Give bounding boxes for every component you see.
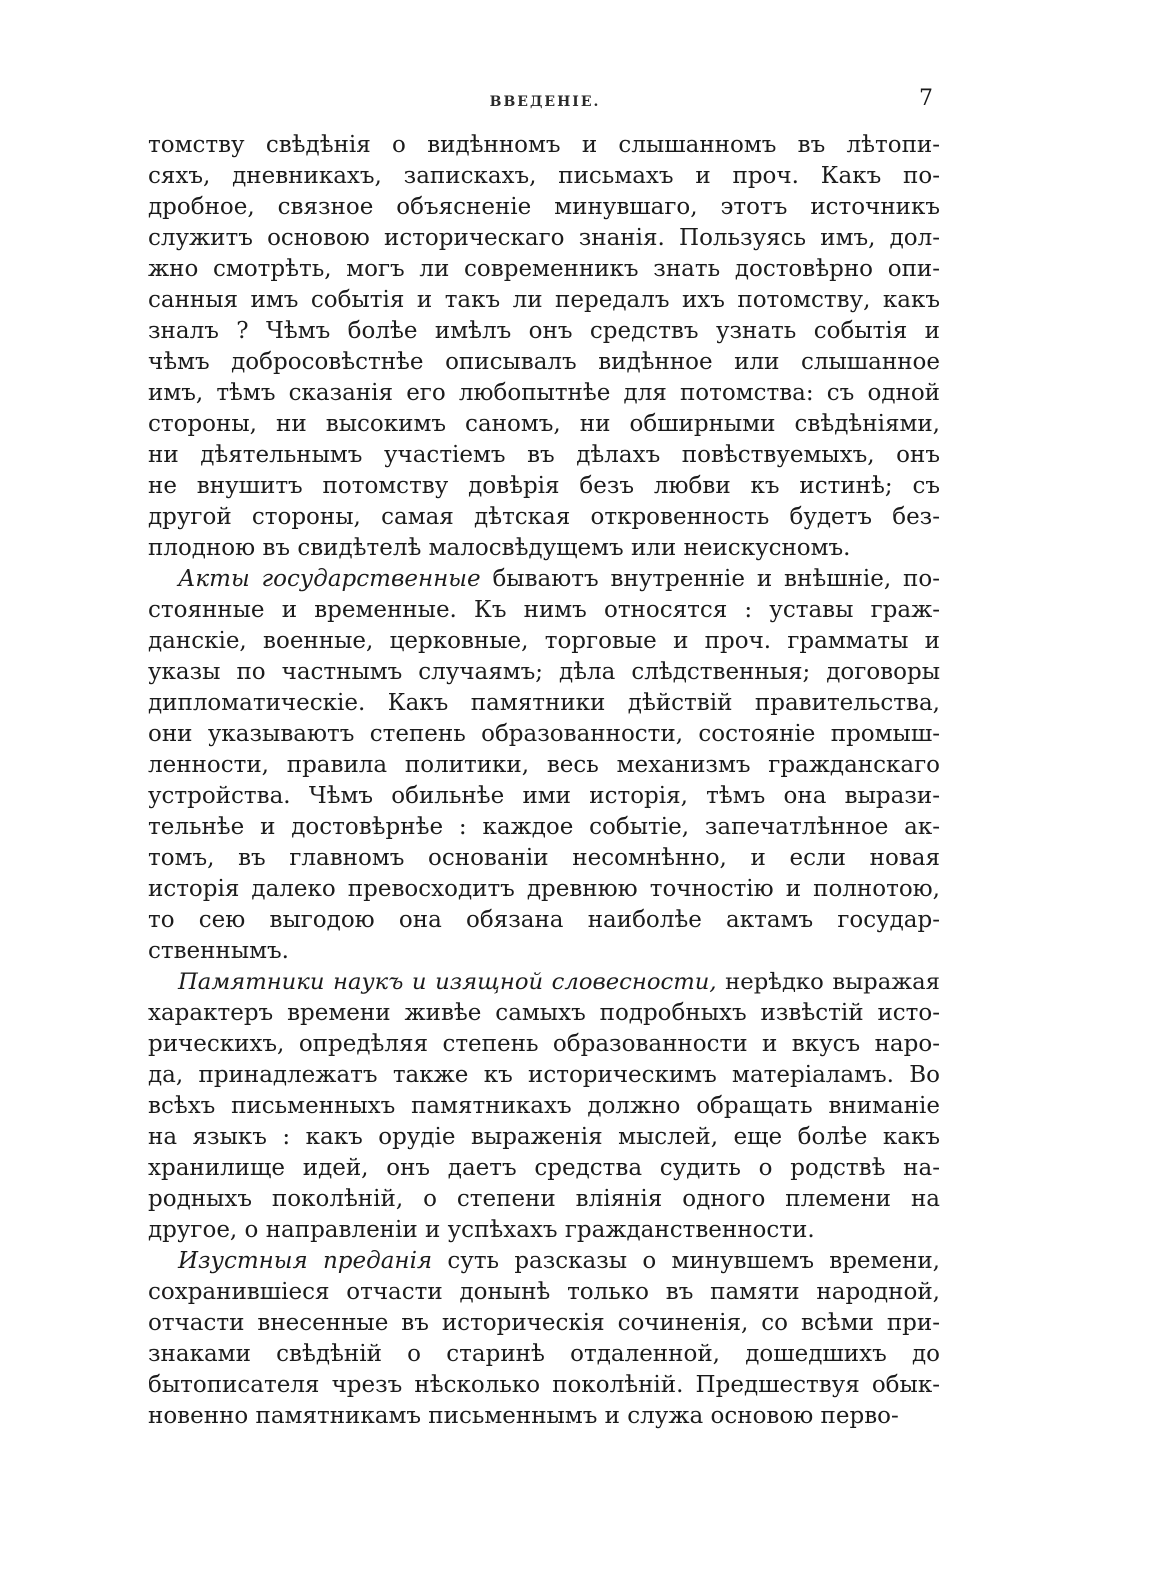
line-text: служитъ основою историческаго знанія. Пользуясь имъ, дол- bbox=[148, 225, 940, 251]
text-line bbox=[148, 1370, 940, 1401]
text-line bbox=[148, 130, 940, 161]
line-text: имъ, тѣмъ сказанія его любопытнѣе для потомства: съ одной bbox=[148, 380, 940, 406]
body-text bbox=[148, 130, 940, 1432]
line-text: чѣмъ добросовѣстнѣе описывалъ видѣнное или слышанное bbox=[148, 349, 940, 375]
paragraph bbox=[148, 1246, 940, 1432]
line-text: жно смотрѣть, могъ ли современникъ знать достовѣрно опи- bbox=[148, 256, 940, 282]
text-line bbox=[148, 905, 940, 936]
text-line bbox=[148, 1215, 940, 1246]
line-text: не внушитъ потомству довѣрія безъ любви къ истинѣ; съ bbox=[148, 473, 940, 499]
italic-term: Изустныя преданія bbox=[178, 1248, 433, 1274]
text-line bbox=[148, 719, 940, 750]
running-title: ВВЕДЕНІЕ. bbox=[489, 94, 601, 110]
line-text: то сею выгодою она обязана наиболѣе актамъ государ- bbox=[148, 907, 940, 933]
text-line bbox=[148, 471, 940, 502]
text-line bbox=[148, 192, 940, 223]
line-text: тельнѣе и достовѣрнѣе : каждое событіе, запечатлѣнное ак- bbox=[148, 814, 940, 840]
line-text: томъ, въ главномъ основаніи несомнѣнно, и если новая bbox=[148, 845, 940, 871]
paragraph bbox=[148, 564, 940, 967]
text-line bbox=[148, 1277, 940, 1308]
text-line bbox=[148, 533, 940, 564]
line-text: новенно памятникамъ письменнымъ и служа основою перво- bbox=[148, 1403, 899, 1429]
text-line bbox=[148, 1122, 940, 1153]
line-text: сяхъ, дневникахъ, запискахъ, письмахъ и проч. Какъ по- bbox=[148, 163, 940, 189]
text-line bbox=[148, 1060, 940, 1091]
text-line bbox=[148, 378, 940, 409]
line-text: родныхъ поколѣній, о степени вліянія одного племени на bbox=[148, 1186, 940, 1212]
line-text: другое, о направленіи и успѣхахъ гражданственности. bbox=[148, 1217, 815, 1243]
text-line bbox=[148, 1091, 940, 1122]
line-text: бытописателя чрезъ нѣсколько поколѣній. Предшествуя обык- bbox=[148, 1372, 940, 1398]
text-line bbox=[148, 440, 940, 471]
text-line bbox=[148, 750, 940, 781]
text-line bbox=[148, 1339, 940, 1370]
text-line bbox=[148, 1184, 940, 1215]
line-text: дипломатическіе. Какъ памятники дѣйствій правительства, bbox=[148, 690, 940, 716]
line-text: сохранившіеся отчасти донынѣ только въ памяти народной, bbox=[148, 1279, 940, 1305]
text-line bbox=[148, 1153, 940, 1184]
line-text: зналъ ? Чѣмъ болѣе имѣлъ онъ средствъ узнать событія и bbox=[148, 318, 940, 344]
line-text: хранилище идей, онъ даетъ средства судить о родствѣ на- bbox=[148, 1155, 940, 1181]
line-text: другой стороны, самая дѣтская откровенность будетъ без- bbox=[148, 504, 940, 530]
text-line bbox=[148, 967, 940, 998]
text-line bbox=[148, 657, 940, 688]
text-line bbox=[148, 688, 940, 719]
line-text: устройства. Чѣмъ обильнѣе ими исторія, тѣмъ она вырази- bbox=[148, 783, 940, 809]
line-text: характеръ времени живѣе самыхъ подробныхъ извѣстій исто- bbox=[148, 1000, 940, 1026]
text-line bbox=[148, 161, 940, 192]
text-line bbox=[148, 595, 940, 626]
text-line bbox=[148, 1246, 940, 1277]
text-line bbox=[148, 254, 940, 285]
paragraph bbox=[148, 130, 940, 564]
line-text: на языкъ : какъ орудіе выраженія мыслей, еще болѣе какъ bbox=[148, 1124, 940, 1150]
page-number: 7 bbox=[919, 86, 933, 111]
italic-term: Памятники наукъ и изящной словесности, bbox=[178, 969, 717, 995]
text-line bbox=[148, 626, 940, 657]
line-text: нерѣдко выражая bbox=[716, 969, 940, 995]
line-text: плодною въ свидѣтелѣ малосвѣдущемъ или неискусномъ. bbox=[148, 535, 851, 561]
text-line bbox=[148, 1308, 940, 1339]
line-text: знаками свѣдѣній о старинѣ отдаленной, дошедшихъ до bbox=[148, 1341, 940, 1367]
line-text: данскіе, военные, церковные, торговые и проч. грамматы и bbox=[148, 628, 940, 654]
line-text: санныя имъ событія и такъ ли передалъ ихъ потомству, какъ bbox=[148, 287, 940, 313]
text-line bbox=[148, 223, 940, 254]
line-text: ни дѣятельнымъ участіемъ въ дѣлахъ повѣствуемыхъ, онъ bbox=[148, 442, 940, 468]
text-line bbox=[148, 564, 940, 595]
line-text: ленности, правила политики, весь механизмъ гражданскаго bbox=[148, 752, 940, 778]
text-line bbox=[148, 409, 940, 440]
line-text: стороны, ни высокимъ саномъ, ни обширными свѣдѣніями, bbox=[148, 411, 940, 437]
text-line bbox=[148, 843, 940, 874]
line-text: дробное, связное объясненіе минувшаго, этотъ источникъ bbox=[148, 194, 940, 220]
line-text: рическихъ, опредѣляя степень образованности и вкусъ наро- bbox=[148, 1031, 940, 1057]
text-line bbox=[148, 1401, 940, 1432]
text-line bbox=[148, 874, 940, 905]
paragraph bbox=[148, 967, 940, 1246]
text-line bbox=[148, 1029, 940, 1060]
line-text: да, принадлежатъ также къ историческимъ матеріаламъ. Во bbox=[148, 1062, 940, 1088]
text-line bbox=[148, 502, 940, 533]
line-text: исторія далеко превосходитъ древнюю точностію и полнотою, bbox=[148, 876, 940, 902]
text-line bbox=[148, 781, 940, 812]
italic-term: Акты государственные bbox=[178, 566, 481, 592]
running-head bbox=[145, 86, 945, 116]
text-line bbox=[148, 316, 940, 347]
text-line bbox=[148, 812, 940, 843]
line-text: бываютъ внутренніе и внѣшніе, по- bbox=[480, 566, 940, 592]
text-line bbox=[148, 347, 940, 378]
line-text: они указываютъ степень образованности, состояніе промыш- bbox=[148, 721, 940, 747]
line-text: ственнымъ. bbox=[148, 938, 289, 964]
line-text: отчасти внесенные въ историческія сочиненія, со всѣми при- bbox=[148, 1310, 940, 1336]
line-text: томству свѣдѣнія о видѣнномъ и слышанномъ въ лѣтопи- bbox=[148, 132, 940, 158]
text-line bbox=[148, 936, 940, 967]
line-text: всѣхъ письменныхъ памятникахъ должно обращать вниманіе bbox=[148, 1093, 940, 1119]
line-text: указы по частнымъ случаямъ; дѣла слѣдственныя; договоры bbox=[148, 659, 940, 685]
line-text: стоянные и временные. Къ нимъ относятся : уставы граж- bbox=[148, 597, 940, 623]
text-line bbox=[148, 998, 940, 1029]
line-text: суть разсказы о минувшемъ времени, bbox=[432, 1248, 940, 1274]
text-line bbox=[148, 285, 940, 316]
